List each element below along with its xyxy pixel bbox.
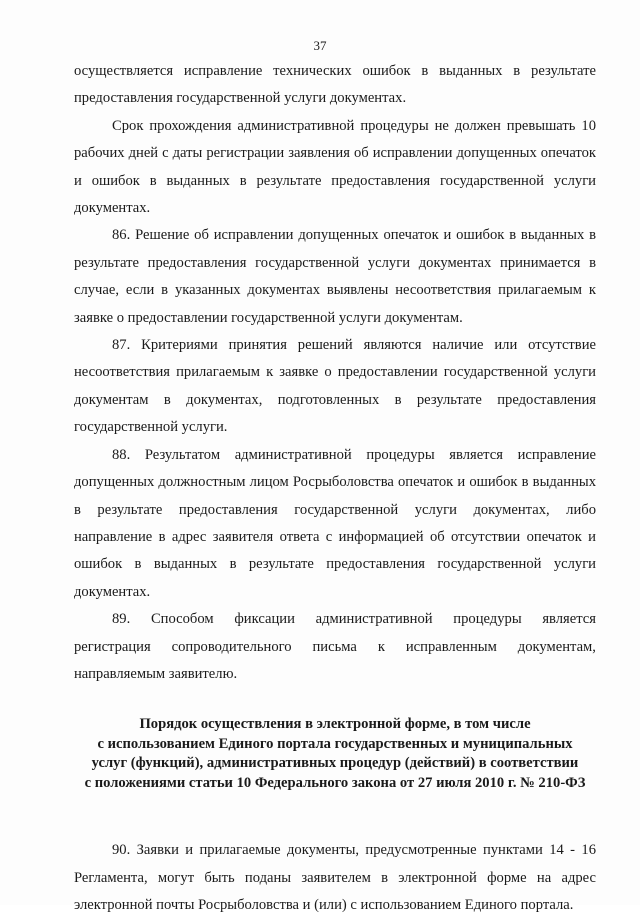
paragraph-89: [74, 606, 596, 688]
paragraph-89-line-3: направляемым заявителю.: [74, 665, 238, 682]
p89-word: 89.: [112, 611, 131, 628]
p89-word: документам,: [517, 638, 596, 655]
p89-word: регистрация: [74, 638, 151, 655]
document-body: [74, 58, 596, 920]
page-number: 37: [313, 38, 327, 53]
paragraph-90: 90. Заявки и прилагаемые документы, предусмотренные пунктами 14 - 16 Регламента, могут быть поданы заявителем в электронной форме на адрес электронной почты Росрыболовства и (или) с использованием Единого портала.: [74, 842, 596, 914]
paragraph-88: 88. Результатом административной процедуры является исправление допущенных должностным лицом Росрыболовства опечаток и ошибок в выданных в результате предоставления государственной услуги документах, либо направление в адрес заявителя ответа с информацией об отсутствии опечаток и ошибок в выданных в результате предоставления государственной услуги документах.: [74, 446, 596, 600]
p89-word: процедуры: [453, 611, 522, 628]
p89-word: сопроводительного: [171, 638, 292, 655]
p89-word: к: [377, 638, 385, 655]
p89-word: Способом: [150, 611, 214, 628]
p89-word: письма: [312, 638, 357, 655]
p89-word: фиксации: [234, 611, 295, 628]
heading-line: с положениями статьи 10 Федерального закона от 27 июля 2010 г. № 210-ФЗ: [84, 774, 586, 791]
paragraph-89-line-1: [74, 606, 596, 633]
section-heading: [74, 715, 596, 793]
paragraph-deadline: Срок прохождения административной процедуры не должен превышать 10 рабочих дней с даты регистрации заявления об исправлении допущенных опечаток и ошибок в выданных в результате предоставления государственной услуги документах.: [74, 117, 596, 217]
paragraph-89-line-2: [74, 634, 596, 661]
p89-word: административной: [315, 611, 433, 628]
heading-line: с использованием Единого портала государственных и муниципальных: [97, 735, 573, 752]
p89-word: является: [542, 611, 596, 628]
heading-line: услуг (функций), административных процедур (действий) в соответствии: [91, 755, 579, 772]
paragraph-86: 86. Решение об исправлении допущенных опечаток и ошибок в выданных в результате предоставления государственной услуги документах принимается в случае, если в указанных документах выявлены несоответствия прилагаемым к заявке о предоставлении государственной услуги документам.: [74, 227, 596, 326]
heading-line: Порядок осуществления в электронной форме, в том числе: [139, 716, 531, 733]
paragraph-87: 87. Критериями принятия решений являются наличие или отсутствие несоответствия прилагаемым к заявке о предоставлении государственной услуги документам в документах, подготовленных в результате предоставления государственной услуги.: [74, 337, 596, 436]
p89-word: исправленным: [405, 638, 497, 655]
paragraph-continuation: осуществляется исправление технических ошибок в выданных в результате предоставления государственной услуги документах.: [74, 63, 596, 107]
